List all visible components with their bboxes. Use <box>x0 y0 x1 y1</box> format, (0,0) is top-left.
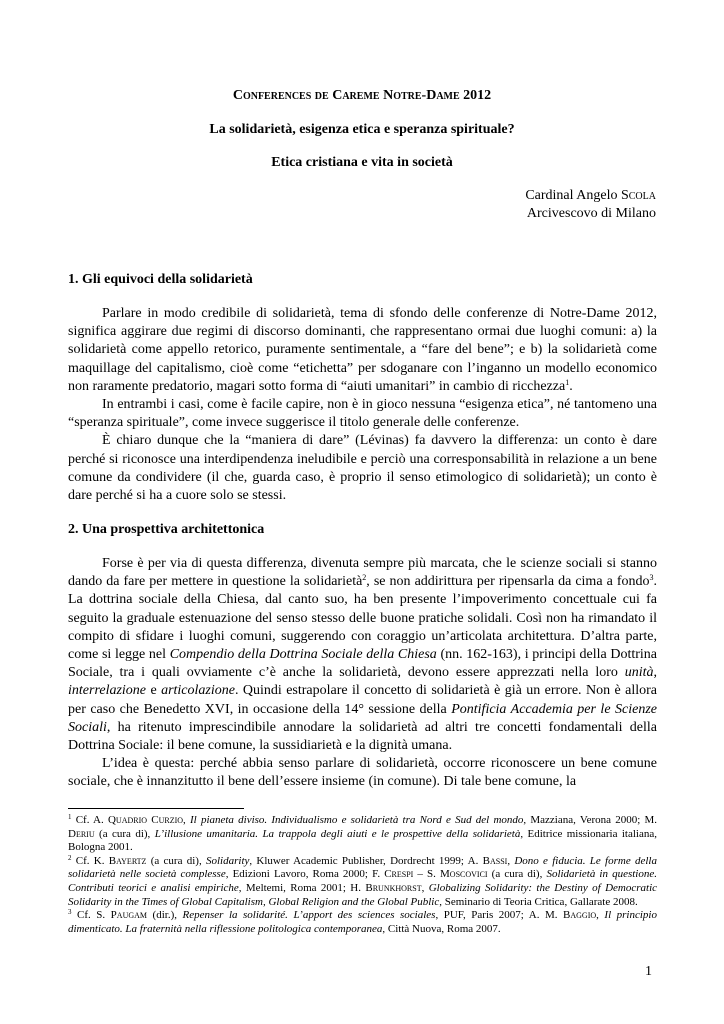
footnotes <box>68 814 657 936</box>
section-heading-1: 1. Gli equivoci della solidarietà <box>68 272 253 287</box>
paragraph: È chiaro dunque che la “maniera di dare” (Lévinas) fa davvero la differenza: un conto è dare perché si riconosce una interdipendenza ineludibile e perciò una corresponsabilità in relazione a un bene comune da condividere (il che, guarda caso, è proprio il senso etimologico di solidarietà); un conto è dare perché si ha a cuore solo se stessi. <box>68 433 657 504</box>
paragraph: Forse è per via di questa differenza, divenuta sempre più marcata, che le scienze sociali si stanno dando da fare per mettere in questione la solidarietà$^2$, se non addirittura per ripensarla da cima a fondo$^3$. La dottrina sociale della Chiesa, dal canto suo, ha ben presente l’impoverimento concettuale cui fa seguito la graduale estenuazione del senso stesso delle buone pratiche solidali. Così non ha rimandato il compito di sfidare i luoghi comuni, suggerendo con coraggio un’articolata architettura. D’altra parte, come si legge nel Compendio della Dottrina Sociale della Chiesa (nn. 162-163), i principi della Dottrina Sociale, tra i quali ovviamente c’è anche la solidarietà, devono essere apprezzati nella loro unità, interrelazione e articolazione. Quindi estrapolare il concetto di solidarietà è già un errore. Non è allora per caso che Benedetto XVI, in occasione della 14° sessione della Pontificia Accademia per le Scienze Sociali, ha ritenuto imprescindibile annodare la solidarietà ad altri tre concetti fondamentali della Dottrina Sociale: il bene comune, la sussidiarietà e la dignità umana. <box>68 556 657 754</box>
section-1-body <box>68 305 657 505</box>
footnote: $^2$ Cf. K. Bayertz (a cura di), Solidarity, Kluwer Academic Publisher, Dordrecht 1999; A. Bassi, Dono e fiducia. Le forme della solidarietà nelle società complesse, Edizioni Lavoro, Roma 2000; F. Crespi – S. Moscovici (a cura di), Solidarietà in questione. Contributi teorici e analisi empiriche, Meltemi, Roma 2001; H. Brunkhorst, Globalizing Solidarity: the Destiny of Democratic Solidarity in the Times of Global Capitalism, Global Religion and the Global Public, Seminario di Teoria Critica, Gallarate 2008. <box>68 853 658 908</box>
page-number: 1 <box>645 964 652 979</box>
author-name: Cardinal Angelo Scola <box>525 188 656 203</box>
lecture-subtitle: Etica cristiana e vita in società <box>271 155 453 170</box>
author-role: Arcivescovo di Milano <box>526 206 656 221</box>
paragraph: L’idea è questa: perché abbia senso parlare di solidarietà, occorre riconoscere un bene comune sociale, che è innanzitutto il bene dell’essere insieme (in comune). Di tale bene comune, la <box>68 756 657 790</box>
paragraph: Parlare in modo credibile di solidarietà, tema di sfondo delle conferenze di Notre-Dame 2012, significa aggirare due regimi di discorso dominanti, che rappresentano ormai due luoghi comuni: a) la solidarietà come appello retorico, puramente sentimentale, a “fare del bene”; e b) la solidarietà come maquillage del capitalismo, cioè come “etichetta” per sdoganare con l’inganno un modello economico non raramente predatorio, magari sotto forma di “aiuti umanitari” in cambio di ricchezza$^1$. <box>68 306 657 394</box>
footnote: $^1$ Cf. A. Quadrio Curzio, Il pianeta diviso. Individualismo e solidarietà tra Nord e Sud del mondo, Mazziana, Verona 2000; M. Deriu (a cura di), L’illusione umanitaria. La trappola degli aiuti e le prospettive della solidarietà, Editrice missionaria italiana, Bologna 2001. <box>68 813 658 854</box>
lecture-title: La solidarietà, esigenza etica e speranza spirituale? <box>209 122 515 137</box>
section-2-body <box>68 555 657 792</box>
paragraph: In entrambi i casi, come è facile capire, non è in gioco nessuna “esigenza etica”, né tantomeno una “speranza spirituale”, come invece suggerisce il titolo generale delle conferenze. <box>68 397 657 431</box>
section-heading-2: 2. Una prospettiva architettonica <box>68 522 265 537</box>
footnote: $^3$ Cf. S. Paugam (dir.), Repenser la solidarité. L’apport des sciences sociales, PUF, Paris 2007; A. M. Baggio, Il principio dimenticato. La fraternità nella riflessione politologica contemporanea, Città Nuova, Roma 2007. <box>68 908 657 935</box>
conference-title: Conferences de Careme Notre-Dame 2012 <box>232 88 492 103</box>
footnote-ref[interactable]: 2 <box>362 573 367 583</box>
footnote-ref[interactable]: 1 <box>565 377 570 387</box>
footnote-ref[interactable]: 3 <box>649 573 654 583</box>
footnote-separator <box>68 808 244 809</box>
